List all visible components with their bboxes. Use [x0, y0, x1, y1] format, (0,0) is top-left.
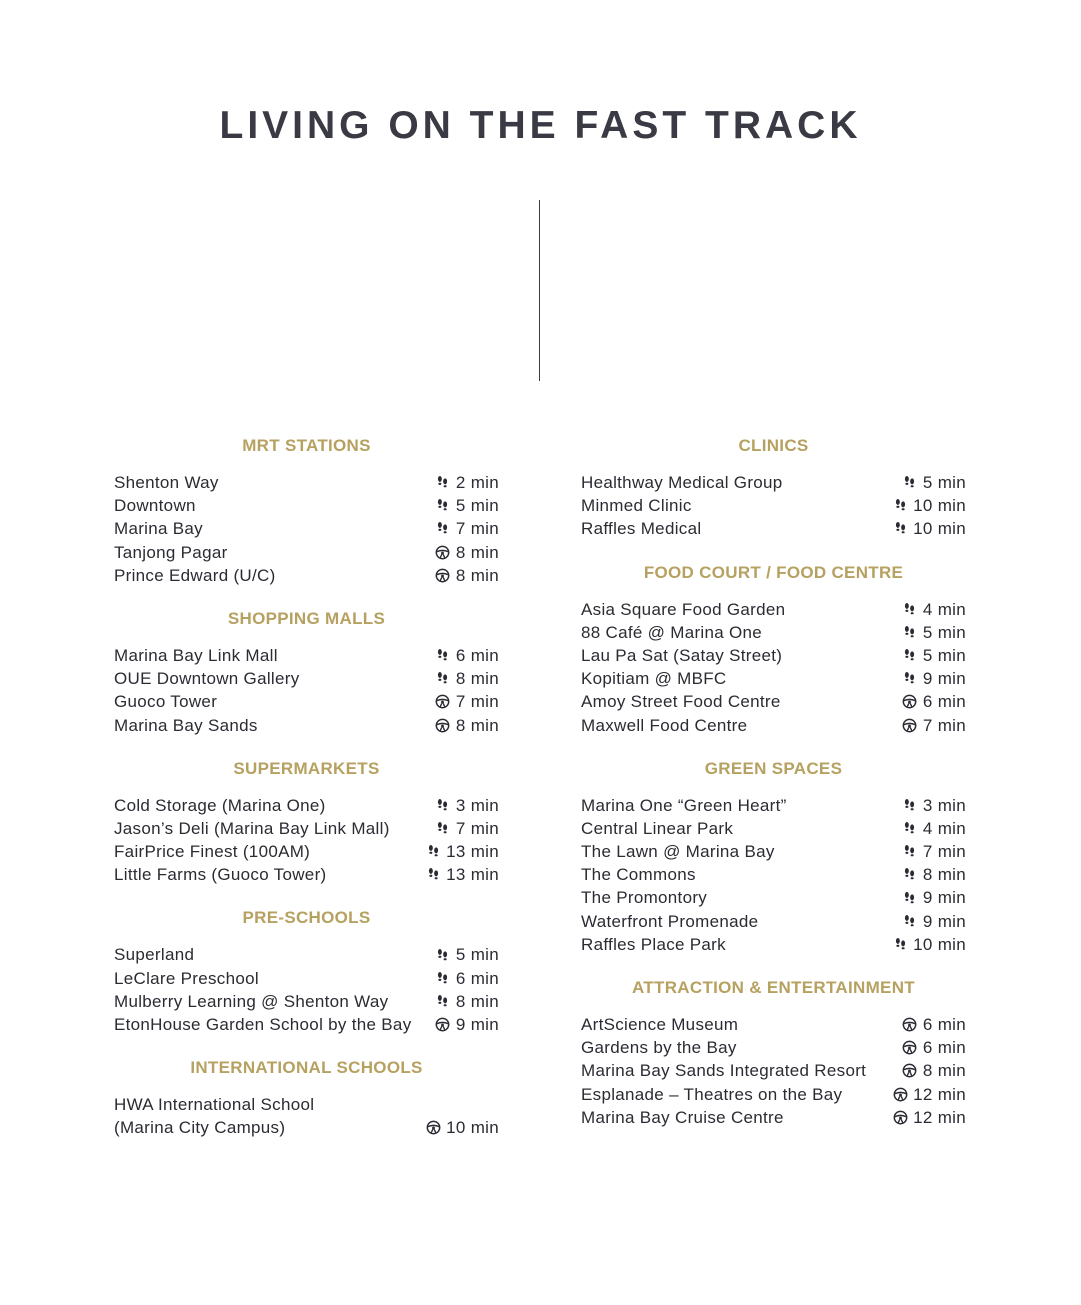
travel-time	[892, 1083, 966, 1106]
travel-time-value: 5 min	[455, 496, 499, 516]
travel-time-value: 5 min	[455, 945, 499, 965]
list-item	[581, 621, 966, 644]
travel-time-value: 5 min	[922, 473, 966, 492]
travel-time	[902, 667, 966, 690]
walk-icon	[435, 970, 451, 986]
walk-icon	[902, 671, 918, 687]
travel-time-value: 5 min	[922, 645, 966, 665]
walk-icon	[425, 867, 441, 883]
list-item	[114, 564, 499, 587]
list-item	[114, 690, 499, 713]
list-item	[581, 886, 966, 909]
travel-time	[435, 794, 499, 817]
section	[581, 978, 966, 1129]
travel-time	[435, 967, 499, 990]
car-icon	[902, 1063, 918, 1079]
place-name-line: (Marina City Campus)	[114, 1118, 286, 1138]
list-item	[581, 644, 966, 667]
travel-time	[902, 886, 966, 909]
travel-time-value: 10 min	[446, 1118, 499, 1138]
place-name: LeClare Preschool	[114, 968, 259, 988]
travel-time	[435, 690, 499, 713]
car-icon	[435, 694, 451, 710]
travel-time-value: 8 min	[455, 542, 499, 562]
travel-time	[902, 910, 966, 933]
travel-time	[892, 494, 966, 517]
travel-time-value: 12 min	[913, 1084, 966, 1104]
section-heading: PRE-SCHOOLS	[242, 908, 371, 928]
list-item	[114, 494, 499, 517]
travel-time-value: 8 min	[922, 865, 966, 885]
travel-time	[902, 1036, 966, 1059]
travel-time-value: 10 min	[913, 519, 966, 539]
place-name: Esplanade – Theatres on the Bay	[581, 1084, 843, 1104]
walk-icon	[902, 624, 918, 640]
car-icon	[902, 717, 918, 733]
place-name: Marina One “Green Heart”	[581, 795, 787, 815]
section	[114, 436, 499, 587]
walk-icon	[902, 913, 918, 929]
list-item	[114, 967, 499, 990]
travel-time	[435, 494, 499, 517]
page-title: LIVING ON THE FAST TRACK	[219, 104, 862, 147]
section	[581, 563, 966, 737]
place-name: The Commons	[581, 865, 696, 885]
travel-time-value: 8 min	[455, 991, 499, 1011]
section-heading: CLINICS	[738, 436, 809, 455]
travel-time	[902, 471, 966, 494]
list-item	[581, 667, 966, 690]
travel-time-value: 9 min	[455, 1015, 499, 1034]
list-item	[581, 840, 966, 863]
place-name: Central Linear Park	[581, 818, 734, 838]
travel-time-value: 7 min	[922, 842, 966, 862]
place-name: Maxwell Food Centre	[581, 715, 748, 735]
list-item	[581, 598, 966, 621]
car-icon	[902, 694, 918, 710]
place-name: Marina Bay Sands Integrated Resort	[581, 1061, 867, 1081]
travel-time	[902, 840, 966, 863]
list-item	[581, 714, 966, 737]
travel-time	[435, 1013, 499, 1036]
car-icon	[892, 1109, 908, 1125]
travel-time-value: 7 min	[922, 715, 966, 735]
list-item	[581, 690, 966, 713]
walk-icon	[902, 890, 918, 906]
car-icon	[435, 717, 451, 733]
section	[114, 908, 499, 1036]
section	[581, 759, 966, 956]
section-heading: SUPERMARKETS	[233, 758, 380, 778]
travel-time-value: 7 min	[455, 519, 499, 539]
travel-time-value: 10 min	[913, 934, 966, 954]
place-name: The Promontory	[581, 888, 708, 908]
list-item	[114, 1013, 499, 1036]
travel-time	[425, 863, 499, 886]
travel-time	[902, 598, 966, 621]
travel-time	[902, 714, 966, 737]
section	[114, 759, 499, 887]
list-item	[581, 471, 966, 494]
place-name: Amoy Street Food Centre	[581, 692, 781, 712]
list-item	[114, 471, 499, 494]
travel-time	[435, 817, 499, 840]
travel-time-value: 7 min	[455, 818, 499, 838]
travel-time	[902, 1059, 966, 1082]
car-icon	[435, 1017, 451, 1033]
walk-icon	[892, 936, 908, 952]
place-name: Tanjong Pagar	[114, 542, 228, 562]
place-name: Raffles Medical	[581, 519, 702, 539]
list-item	[581, 1106, 966, 1129]
travel-time	[435, 714, 499, 737]
place-name: Marina Bay	[114, 519, 203, 539]
travel-time	[892, 933, 966, 956]
walk-icon	[435, 947, 451, 963]
walk-icon	[902, 844, 918, 860]
car-icon	[435, 544, 451, 560]
place-name: Raffles Place Park	[581, 934, 726, 954]
car-icon	[425, 1120, 441, 1136]
place-name: Marina Bay Cruise Centre	[581, 1107, 784, 1127]
place-name: 88 Café @ Marina One	[581, 622, 763, 642]
travel-time-value: 5 min	[922, 622, 966, 642]
place-name: Downtown	[114, 496, 196, 516]
travel-time	[435, 943, 499, 966]
left-column	[114, 436, 499, 1162]
section-heading: FOOD COURT / FOOD CENTRE	[643, 562, 904, 582]
travel-time	[435, 644, 499, 667]
walk-icon	[435, 671, 451, 687]
walk-icon	[892, 521, 908, 537]
list-item	[114, 840, 499, 863]
travel-time-value: 6 min	[922, 1015, 966, 1034]
place-name-line: HWA International School	[114, 1095, 315, 1115]
travel-time	[902, 644, 966, 667]
travel-time-value: 4 min	[922, 599, 966, 619]
travel-time-value: 3 min	[455, 795, 499, 815]
travel-time	[902, 621, 966, 644]
travel-time-value: 10 min	[913, 496, 966, 516]
car-icon	[892, 1086, 908, 1102]
list-item	[114, 863, 499, 886]
travel-time	[892, 517, 966, 540]
travel-time-value: 8 min	[455, 565, 499, 585]
section-heading: MRT STATIONS	[242, 436, 371, 455]
travel-time-value: 12 min	[913, 1107, 966, 1127]
list-item	[581, 1036, 966, 1059]
walk-icon	[435, 820, 451, 836]
place-name: ArtScience Museum	[581, 1015, 739, 1034]
travel-time	[902, 1013, 966, 1036]
walk-icon	[435, 475, 451, 491]
list-item	[581, 863, 966, 886]
list-item	[114, 517, 499, 540]
travel-time	[435, 517, 499, 540]
place-name: Healthway Medical Group	[581, 473, 783, 492]
travel-time	[435, 541, 499, 564]
travel-time-value: 8 min	[922, 1061, 966, 1081]
travel-time-value: 9 min	[922, 669, 966, 689]
list-item	[114, 541, 499, 564]
list-item	[114, 1093, 499, 1139]
list-item	[114, 794, 499, 817]
list-item	[581, 933, 966, 956]
travel-time-value: 6 min	[922, 1038, 966, 1058]
travel-time	[435, 564, 499, 587]
travel-time	[902, 690, 966, 713]
walk-icon	[435, 993, 451, 1009]
walk-icon	[902, 601, 918, 617]
walk-icon	[902, 820, 918, 836]
travel-time	[902, 817, 966, 840]
travel-time-value: 7 min	[455, 692, 499, 712]
walk-icon	[435, 648, 451, 664]
list-item	[581, 1083, 966, 1106]
place-name: Marina Bay Link Mall	[114, 645, 278, 665]
place-name: Prince Edward (U/C)	[114, 565, 276, 585]
list-item	[581, 517, 966, 540]
place-name: Waterfront Promenade	[581, 911, 759, 931]
travel-time-value: 6 min	[455, 645, 499, 665]
list-item	[581, 1059, 966, 1082]
list-item	[114, 990, 499, 1013]
travel-time-value: 3 min	[922, 795, 966, 815]
walk-icon	[435, 521, 451, 537]
travel-time	[425, 1116, 499, 1139]
list-item	[114, 644, 499, 667]
list-item	[114, 943, 499, 966]
section-heading: INTERNATIONAL SCHOOLS	[190, 1058, 423, 1078]
list-item	[581, 794, 966, 817]
place-name: Guoco Tower	[114, 692, 218, 712]
travel-time	[902, 794, 966, 817]
travel-time-value: 6 min	[455, 968, 499, 988]
walk-icon	[892, 498, 908, 514]
car-icon	[435, 567, 451, 583]
travel-time-value: 6 min	[922, 692, 966, 712]
place-name: Shenton Way	[114, 473, 219, 492]
place-name: Mulberry Learning @ Shenton Way	[114, 991, 389, 1011]
place-name: Minmed Clinic	[581, 496, 692, 516]
place-name: Superland	[114, 945, 195, 965]
list-item	[581, 817, 966, 840]
walk-icon	[425, 844, 441, 860]
right-column	[581, 436, 966, 1151]
place-name: OUE Downtown Gallery	[114, 669, 300, 689]
walk-icon	[902, 475, 918, 491]
section	[114, 609, 499, 737]
section-heading: ATTRACTION & ENTERTAINMENT	[632, 978, 915, 997]
travel-time-value: 9 min	[922, 888, 966, 908]
list-item	[581, 1013, 966, 1036]
place-name: Kopitiam @ MBFC	[581, 669, 727, 689]
list-item	[581, 910, 966, 933]
walk-icon	[902, 648, 918, 664]
place-name: FairPrice Finest (100AM)	[114, 842, 311, 862]
section-heading: SHOPPING MALLS	[227, 608, 386, 628]
walk-icon	[902, 867, 918, 883]
travel-time-value: 8 min	[455, 669, 499, 689]
travel-time	[435, 990, 499, 1013]
place-name: The Lawn @ Marina Bay	[581, 842, 775, 862]
travel-time	[892, 1106, 966, 1129]
walk-icon	[902, 797, 918, 813]
section	[114, 1058, 499, 1139]
travel-time	[435, 667, 499, 690]
travel-time	[902, 863, 966, 886]
place-name	[114, 1093, 314, 1139]
travel-time-value: 9 min	[922, 911, 966, 931]
travel-time	[425, 840, 499, 863]
car-icon	[902, 1040, 918, 1056]
section-heading: GREEN SPACES	[704, 758, 843, 778]
place-name: Jason’s Deli (Marina Bay Link Mall)	[114, 818, 390, 838]
travel-time-value: 4 min	[922, 818, 966, 838]
list-item	[114, 714, 499, 737]
travel-time	[435, 471, 499, 494]
travel-time-value: 8 min	[455, 715, 499, 735]
travel-time-value: 2 min	[455, 473, 499, 492]
place-name: Cold Storage (Marina One)	[114, 795, 326, 815]
list-item	[114, 817, 499, 840]
place-name: Asia Square Food Garden	[581, 599, 786, 619]
place-name: Little Farms (Guoco Tower)	[114, 865, 327, 885]
place-name: Marina Bay Sands	[114, 715, 258, 735]
travel-time-value: 13 min	[446, 842, 499, 862]
place-name: Lau Pa Sat (Satay Street)	[581, 645, 783, 665]
car-icon	[902, 1017, 918, 1033]
section	[581, 436, 966, 541]
walk-icon	[435, 797, 451, 813]
place-name: EtonHouse Garden School by the Bay	[114, 1015, 412, 1034]
travel-time-value: 13 min	[446, 865, 499, 885]
place-name: Gardens by the Bay	[581, 1038, 737, 1058]
list-item	[114, 667, 499, 690]
walk-icon	[435, 498, 451, 514]
list-item	[581, 494, 966, 517]
vertical-divider	[539, 200, 540, 381]
